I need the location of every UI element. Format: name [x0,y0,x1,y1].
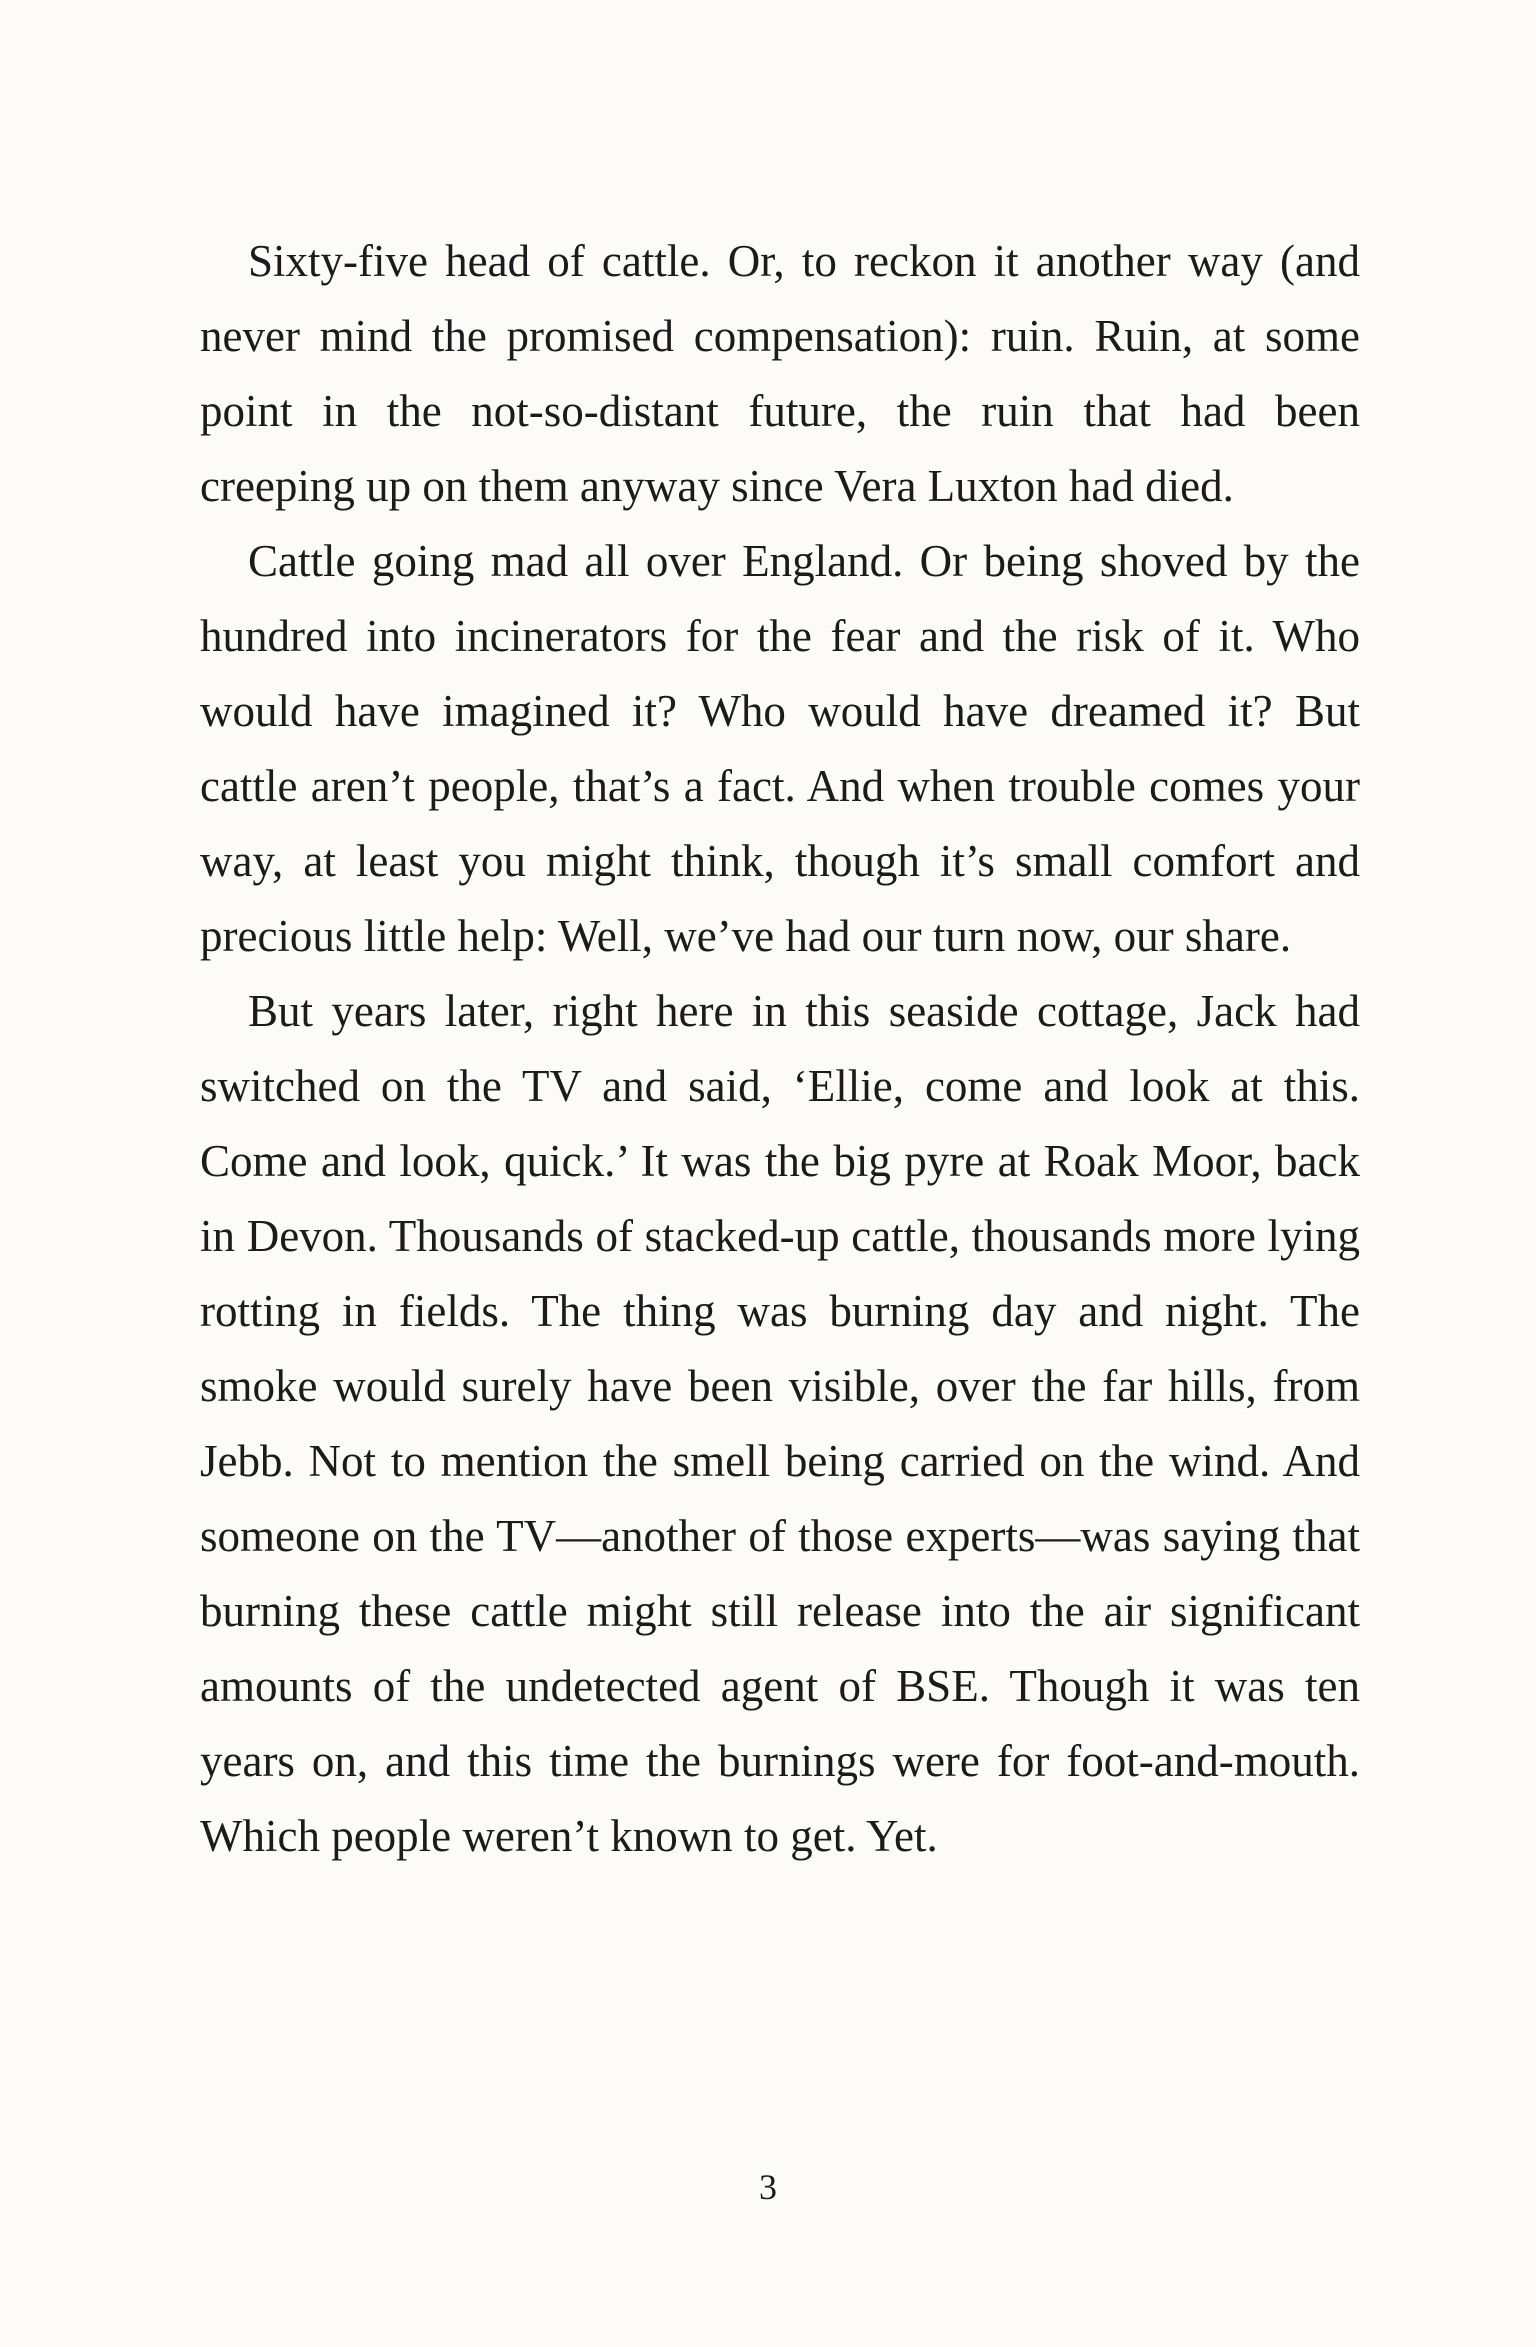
page-number: 3 [759,2167,777,2207]
paragraph-3: But years later, right here in this seaside cottage, Jack had switched on the TV and said, ‘Ellie, come and look at this. Come and look, quick.’ It was the big pyre at Roak Moor, back in Devon. Thousands of stacked-up cattle, thousands more lying rotting in fields. The thing was burning day and night. The smoke would surely have been visible, over the far hills, from Jebb. Not to mention the smell being carried on the wind. And someone on the TV—another of those experts—was saying that burning these cattle might still release into the air significant amounts of the undetected agent of BSE. Though it was ten years on, and this time the burnings were for foot-and-mouth. Which people weren’t known to get. Yet. [200,986,1360,1861]
paragraph-2: Cattle going mad all over England. Or being shoved by the hundred into incinerators for the fear and the risk of it. Who would have imagined it? Who would have dreamed it? But cattle aren’t people, that’s a fact. And when trouble comes your way, at least you might think, though it’s small comfort and precious little help: Well, we’ve had our turn now, our share. [200,536,1360,961]
paragraph-1: Sixty-five head of cattle. Or, to reckon it another way (and never mind the promised compensation): ruin. Ruin, at some point in the not-so-distant future, the ruin that had been creeping up on them anyway since Vera Luxton had died. [200,236,1360,511]
body-text [200,224,1360,1874]
